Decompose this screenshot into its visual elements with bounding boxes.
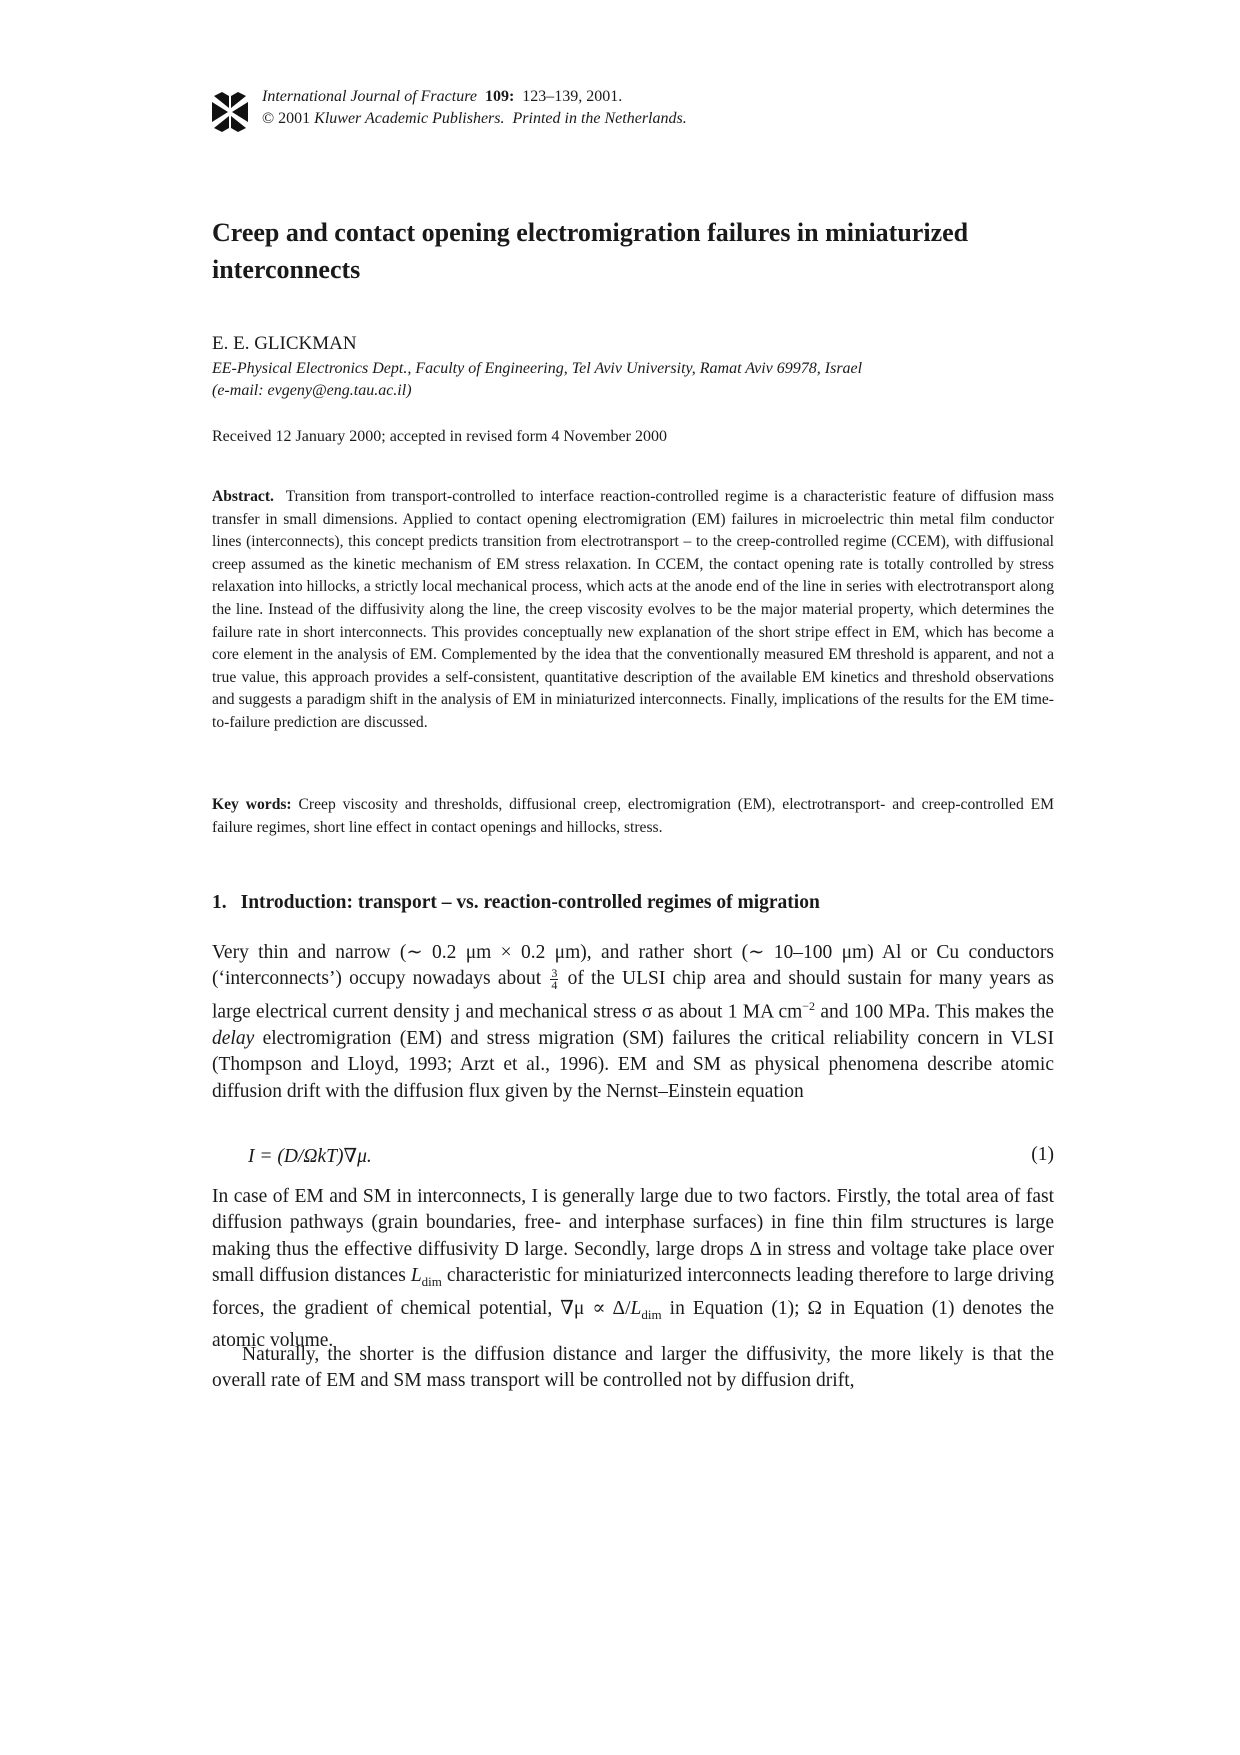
p2-subscript-dim-2: dim [641, 1306, 662, 1322]
p1-text-b: of the ULSI chip area and should sustain for many years as large electrical current density j and mechanical stress σ as about 1 MA cm [212, 968, 1054, 1023]
section-title: Introduction: transport – vs. reaction-controlled regimes of migration [240, 892, 820, 913]
fraction-numerator: 3 [551, 966, 558, 981]
publisher: Kluwer Academic Publishers. [314, 110, 505, 127]
paper-title: Creep and contact opening electromigration failures in miniaturized interconnects [212, 218, 969, 284]
journal-volume: 109: [484, 88, 515, 105]
equation-1 [212, 1144, 1054, 1172]
p2-symbol-L: L [410, 1265, 422, 1287]
keywords [212, 794, 1054, 839]
p2-symbol-L2: L [630, 1297, 642, 1319]
p2-text-b: characteristic for miniaturized interconnects leading therefore to large driving forces, the gradient of chemical potential, ∇μ ∝ Δ/ [212, 1265, 1055, 1319]
keywords-label: Key words: [212, 796, 292, 813]
journal-header [212, 86, 1054, 136]
section-heading [212, 890, 820, 916]
author-email: (e-mail: evgeny@eng.tau.ac.il) [212, 382, 412, 399]
abstract-text: Transition from transport-controlled to interface reaction-controlled regime is a characteristic feature of diffusion mass transfer in small dimensions. Applied to contact opening electromigration (EM) failures in microelectric thin metal film conductor lines (interconnects), this concept predicts transition from electrotransport – to the creep-controlled regime (CCEM), with diffusional creep assumed as the kinetic mechanism of EM stress relaxation. In CCEM, the contact opening rate is totally controlled by stress relaxation into hillocks, a strictly local mechanical process, which acts at the anode end of the line in series with electrotransport along the line. Instead of the diffusivity along the line, the creep viscosity evolves to be the major material property, which determines the failure rate in short interconnects. This provides conceptually new explanation of the short stripe effect in EM, which has become a core element in the analysis of EM. Complemented by the idea that the conventionally measured EM threshold is apparent, and not a true value, this approach provides a self-consistent, quantitative description of the available EM kinetics and threshold observations and suggests a paradigm shift in the analysis of EM in miniaturized interconnects. Finally, implications of the results for the EM time-to-failure prediction are discussed. [212, 488, 1055, 731]
p1-superscript: −2 [802, 998, 816, 1013]
received-dates: Received 12 January 2000; accepted in revised form 4 November 2000 [212, 428, 667, 445]
fraction-denominator: 4 [551, 978, 558, 993]
printed-note: Printed in the Netherlands. [512, 110, 687, 127]
author-affiliation [212, 358, 1054, 402]
p1-text-c: and 100 MPa. This makes the [820, 1001, 1054, 1023]
keywords-text: Creep viscosity and thresholds, diffusional creep, electromigration (EM), electrotransport- and creep-controlled EM failure regimes, short line effect in contact openings and hillocks, stress. [212, 796, 1054, 836]
p1-delay-italic: delay [212, 1027, 255, 1049]
body-paragraph-2 [212, 1184, 1054, 1354]
journal-citation [262, 86, 687, 130]
equation-expression: I = (D/ΩkT)∇μ. [248, 1146, 372, 1167]
p2-text-a: In case of EM and SM in interconnects, I is generally large due to two factors. Firstly, the total area of fast diffusion pathways (grain boundaries, free- and interphase surfaces) in fine thin film structures is large making thus the effective diffusivity D large. Secondly, large drops Δ in stress and voltage take place over small diffusion distances [212, 1186, 1054, 1287]
p2-text-c: in Equation (1); Ω in Equation (1) denotes the atomic volume. [212, 1297, 1054, 1351]
copyright: © 2001 [262, 110, 311, 127]
body-paragraph-3: Naturally, the shorter is the diffusion distance and larger the diffusivity, the more likely is that the overall rate of EM and SM mass transport will be controlled not by diffusion drift, [212, 1344, 1054, 1392]
p2-subscript-dim: dim [421, 1274, 442, 1290]
journal-line-2 [262, 108, 687, 130]
equation-number: (1) [1031, 1144, 1054, 1165]
kluwer-logo-icon [212, 92, 248, 132]
section-number: 1. [212, 892, 227, 913]
journal-line-1 [262, 86, 687, 108]
journal-pages: 123–139, 2001. [522, 88, 623, 105]
author-name: E. E. GLICKMAN [212, 333, 357, 354]
body-paragraph-1 [212, 940, 1054, 1105]
journal-name: International Journal of Fracture [262, 88, 477, 105]
fraction [550, 968, 558, 991]
affiliation-text: EE-Physical Electronics Dept., Faculty of Engineering, Tel Aviv University, Ramat Aviv 69978, Israel [212, 360, 863, 377]
p1-text-d: electromigration (EM) and stress migration (SM) failures the critical reliability concern in VLSI (Thompson and Lloyd, 1993; Arzt et al., 1996). EM and SM as physical phenomena describe atomic diffusion drift with the diffusion flux given by the Nernst–Einstein equation [212, 1027, 1055, 1102]
p1-text-a: Very thin and narrow (∼ 0.2 μm × 0.2 μm), and rather short (∼ 10–100 μm) Al or Cu conductors (‘interconnects’) occupy nowadays about [212, 942, 1054, 990]
abstract-label: Abstract. [212, 488, 274, 505]
abstract [212, 486, 1054, 735]
